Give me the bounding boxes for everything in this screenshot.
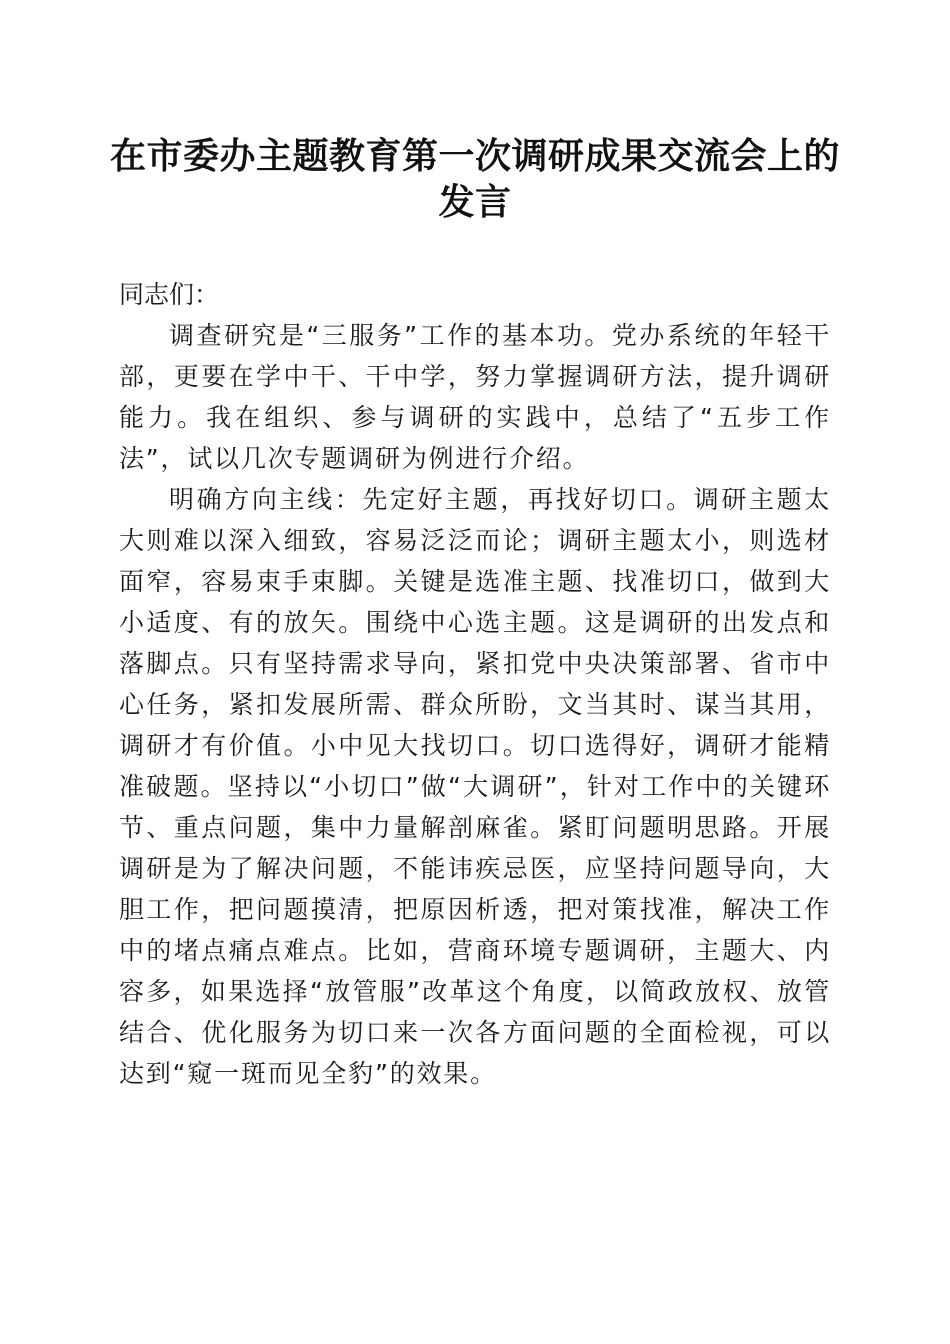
paragraph-1: 调查研究是“三服务”工作的基本功。党办系统的年轻干部，更要在学中干、干中学，努力掌握调研方法，提升调研能力。我在组织、参与调研的实践中，总结了“五步工作法”，试以几次专题调研为例进行介绍。 xyxy=(119,321,831,473)
salutation: 同志们： xyxy=(119,280,220,309)
paragraph-2: 明确方向主线：先定好主题，再找好切口。调研主题太大则难以深入细致，容易泛泛而论；调研主题太小，则选材面窄，容易束手束脚。关键是选准主题、找准切口，做到大小适度、有的放矢。围绕中心选主题。这是调研的出发点和落脚点。只有坚持需求导向，紧扣党中央决策部署、省市中心任务，紧扣发展所需、群众所盼，文当其时、谋当其用，调研才有价值。小中见大找切口。切口选得好，调研才能精准破题。坚持以“小切口”做“大调研”，针对工作中的关键环节、重点问题，集中力量解剖麻雀。紧盯问题明思路。开展调研是为了解决问题，不能讳疾忌医，应坚持问题导向，大胆工作，把问题摸清，把原因析透，把对策找准，解决工作中的堵点痛点难点。比如，营商环境专题调研，主题大、内容多，如果选择“放管服”改革这个角度，以简政放权、放管结合、优化服务为切口来一次各方面问题的全面检视，可以达到“窥一斑而见全豹”的效果。 xyxy=(119,485,831,1088)
title-line-1: 在市委办主题教育第一次调研成果交流会上的 xyxy=(109,135,840,177)
title-line-2: 发言 xyxy=(438,181,512,223)
page-title xyxy=(100,133,850,225)
document-body xyxy=(119,274,831,1094)
